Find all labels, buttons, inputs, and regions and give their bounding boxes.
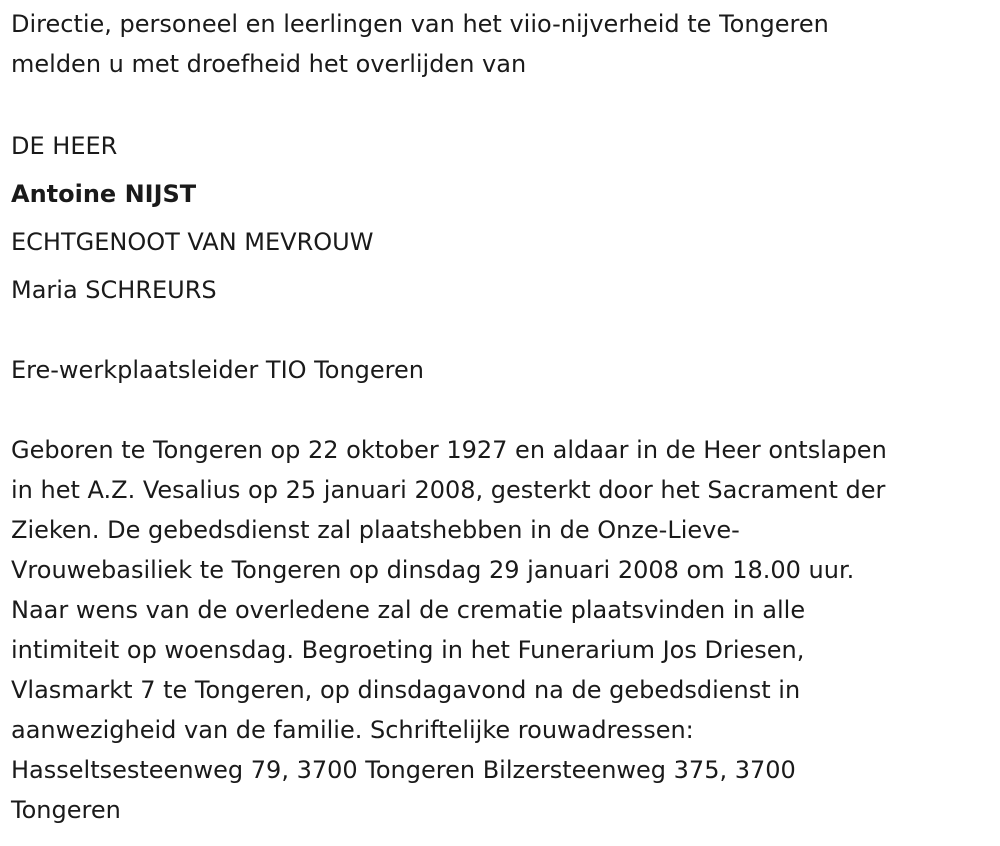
intro-line-2: melden u met droefheid het overlijden van bbox=[11, 50, 527, 78]
deceased-name: Antoine NIJST bbox=[11, 180, 197, 208]
details-line: in het A.Z. Vesalius op 25 januari 2008, gesterkt door het Sacrament der bbox=[11, 476, 886, 504]
intro-line-1: Directie, personeel en leerlingen van het viio-nijverheid te Tongeren bbox=[11, 10, 829, 38]
details-line: Vrouwebasiliek te Tongeren op dinsdag 29 januari 2008 om 18.00 uur. bbox=[11, 556, 855, 584]
deceased-role: Ere-werkplaatsleider TIO Tongeren bbox=[11, 356, 424, 384]
details-line: intimiteit op woensdag. Begroeting in het Funerarium Jos Driesen, bbox=[11, 636, 805, 664]
deceased-relation: ECHTGENOOT VAN MEVROUW bbox=[11, 228, 374, 256]
details-line: aanwezigheid van de familie. Schriftelijke rouwadressen: bbox=[11, 716, 694, 744]
details-line: Hasseltsesteenweg 79, 3700 Tongeren Bilzersteenweg 375, 3700 bbox=[11, 756, 796, 784]
details-line: Geboren te Tongeren op 22 oktober 1927 en aldaar in de Heer ontslapen bbox=[11, 436, 887, 464]
spouse-name: Maria SCHREURS bbox=[11, 276, 217, 304]
details-line: Vlasmarkt 7 te Tongeren, op dinsdagavond na de gebedsdienst in bbox=[11, 676, 801, 704]
details-line: Zieken. De gebedsdienst zal plaatshebben in de Onze-Lieve- bbox=[11, 516, 740, 544]
deceased-title: DE HEER bbox=[11, 132, 118, 160]
details-line: Tongeren bbox=[11, 796, 121, 824]
details-line: Naar wens van de overledene zal de crematie plaatsvinden in alle bbox=[11, 596, 806, 624]
